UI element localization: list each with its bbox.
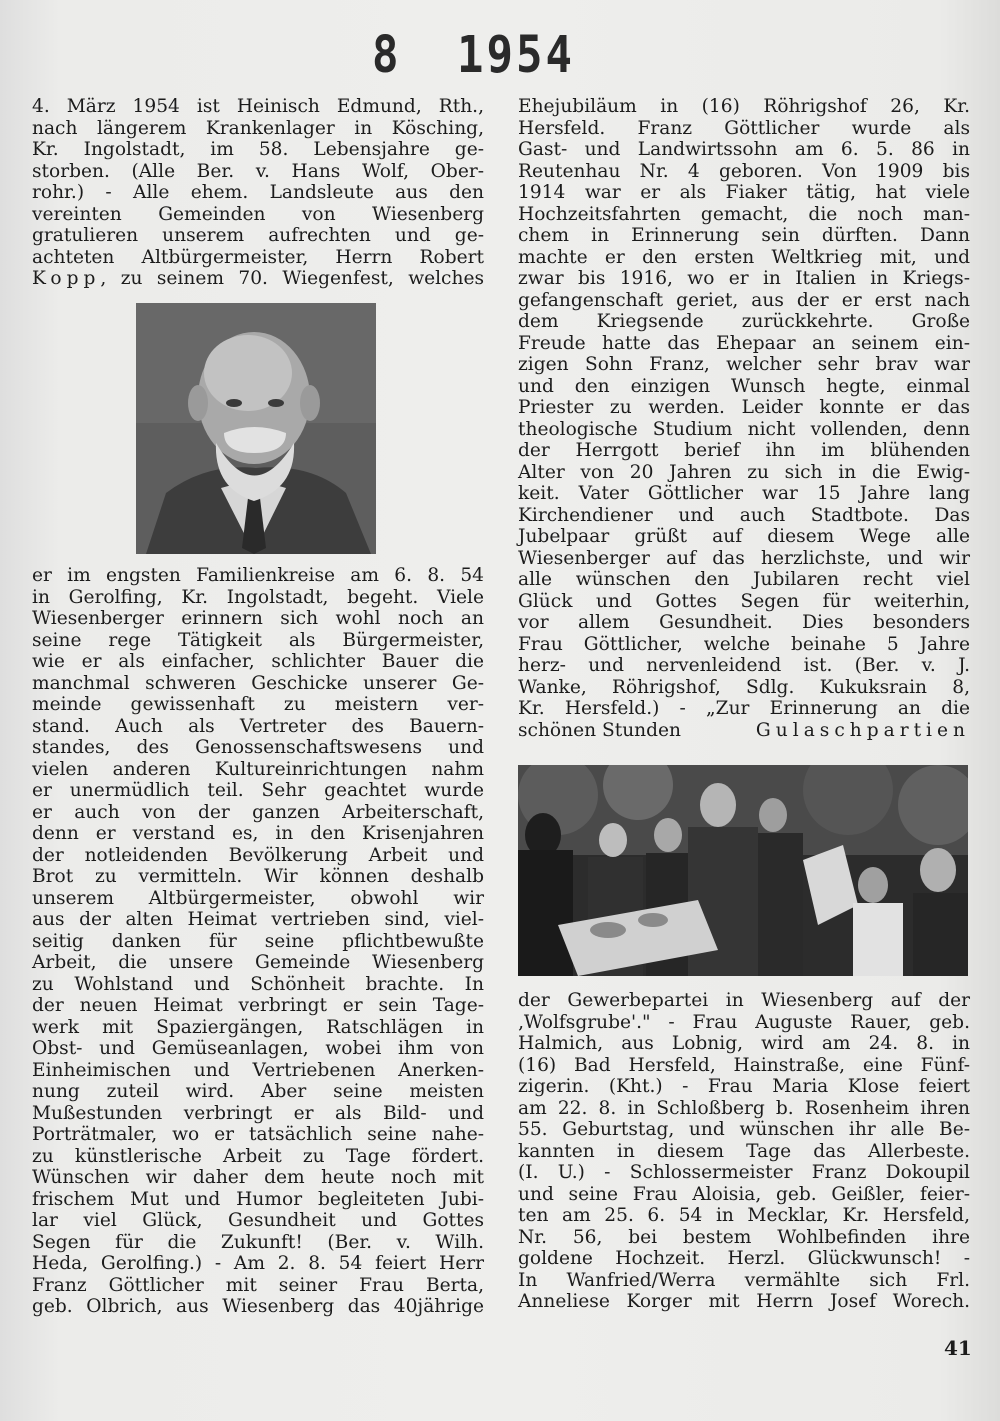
- text-line: nung zuteil wird. Aber seine meisten: [32, 1081, 484, 1102]
- text-line: unserem Altbürgermeister, obwohl wir: [32, 887, 484, 909]
- text-line: frischem Mut und Humor begleiteten Jubi-: [32, 1188, 484, 1210]
- text-line: er auch von der ganzen Arbeiterschaft,: [32, 801, 484, 823]
- text-line: Einheimischen und Vertriebenen Anerken-: [32, 1059, 484, 1081]
- text-line: 55. Geburtstag, und wünschen ihr alle Be-: [518, 1119, 970, 1140]
- text-line: stand. Auch als Vertreter des Bauern-: [32, 715, 484, 737]
- text-line: nach längerem Krankenlager in Kösching,: [32, 117, 484, 139]
- text-line: Arbeit, die unsere Gemeinde Wiesenberg: [32, 952, 484, 973]
- text-line: zigen Sohn Franz, welcher sehr brav war: [518, 354, 970, 375]
- text-line: Alter von 20 Jahren zu sich in die Ewig-: [518, 461, 970, 483]
- text-line: Mußestunden verbringt er als Bild- und: [32, 1102, 484, 1124]
- text-line: alle wünschen den Jubilaren recht viel: [518, 569, 970, 590]
- text-line: dem Kriegsende zurückkehrte. Große: [518, 311, 970, 332]
- text-line: Jubelpaar grüßt auf diesem Wege alle: [518, 526, 970, 547]
- text-line: chem in Erinnerung sein dürften. Dann: [518, 225, 970, 246]
- text-line: zigerin. (Kht.) - Frau Maria Klose feiert: [518, 1076, 970, 1097]
- text-fragment: , zu seinem 70. Wiegenfest, welches: [100, 268, 484, 289]
- text-line: und den einzigen Wunsch hegte, einmal: [518, 375, 970, 397]
- text-line: in Gerolfing, Kr. Ingolstadt, begeht. Viele: [32, 586, 484, 608]
- text-line: geb. Olbrich, aus Wiesenberg das 40jährige: [32, 1296, 484, 1317]
- text-line: seine rege Tätigkeit als Bürgermeister,: [32, 629, 484, 651]
- text-line: Halmich, aus Lobnig, wird am 24. 8. in: [518, 1033, 970, 1054]
- left-column-top-text: [32, 96, 484, 290]
- text-line: Porträtmaler, wo er tatsächlich seine nahe-: [32, 1124, 484, 1145]
- text-line: Heda, Gerolfing.) - Am 2. 8. 54 feiert Herr: [32, 1253, 484, 1274]
- page-number: 41: [944, 1336, 972, 1360]
- text-line: In Wanfried/Werra vermählte sich Frl.: [518, 1269, 970, 1291]
- text-line: Glück und Gottes Segen für weiterhin,: [518, 590, 970, 612]
- text-line: Freude hatte das Ehepaar an seinem ein-: [518, 332, 970, 354]
- portrait-photo: [136, 303, 376, 554]
- text-line: Obst- und Gemüseanlagen, wobei ihm von: [32, 1038, 484, 1059]
- text-line: gefangenschaft geriet, aus der er erst nach: [518, 289, 970, 311]
- text-line: Kr. Hersfeld.) - „Zur Erinnerung an die: [518, 698, 970, 719]
- text-line: Anneliese Korger mit Herrn Josef Worech.: [518, 1291, 970, 1312]
- text-line: er unermüdlich teil. Sehr geachtet wurde: [32, 780, 484, 801]
- name-kopp: Kopp: [32, 268, 101, 289]
- portrait-image: [136, 303, 376, 554]
- text-line: herz- und nervenleidend ist. (Ber. v. J.: [518, 655, 970, 676]
- text-line: manchmal schweren Geschicke unserer Ge-: [32, 672, 484, 694]
- text-line: storben. (Alle Ber. v. Hans Wolf, Ober-: [32, 160, 484, 182]
- text-line: der notleidenden Bevölkerung Arbeit und: [32, 844, 484, 866]
- text-line: kannten in diesem Tage das Allerbeste.: [518, 1140, 970, 1162]
- text-line: [518, 720, 970, 742]
- text-line: machte er den ersten Weltkrieg mit, und: [518, 246, 970, 268]
- text-line: Gast- und Landwirtssohn am 6. 5. 86 in: [518, 139, 970, 160]
- text-line: Frau Göttlicher, welche beinahe 5 Jahre: [518, 633, 970, 655]
- text-line: Wiesenberger erinnern sich wohl noch an: [32, 608, 484, 629]
- text-line: rohr.) - Alle ehem. Landsleute aus den: [32, 182, 484, 203]
- right-column-bottom-text: [518, 990, 970, 1313]
- text-line: meinde gewissenhaft zu meistern ver-: [32, 694, 484, 715]
- text-line: Kirchendiener und auch Stadtbote. Das: [518, 504, 970, 526]
- text-line: standes, des Genossenschaftswesens und: [32, 737, 484, 758]
- text-line: Priester zu werden. Leider konnte er das: [518, 397, 970, 418]
- text-line: ten am 25. 6. 54 in Mecklar, Kr. Hersfeld,: [518, 1205, 970, 1226]
- text-line: Kr. Ingolstadt, im 58. Lebensjahre ge-: [32, 139, 484, 160]
- text-line: vor allem Gesundheit. Dies besonders: [518, 612, 970, 633]
- text-line: Brot zu vermitteln. Wir können deshalb: [32, 866, 484, 887]
- text-line: Reutenhau Nr. 4 geboren. Von 1909 bis: [518, 160, 970, 182]
- text-line: theologische Studium nicht vollenden, denn: [518, 418, 970, 440]
- right-column-top-text: [518, 96, 970, 741]
- text-line: werk mit Spaziergängen, Ratschlägen in: [32, 1016, 484, 1038]
- text-line: Hochzeitsfahrten gemacht, die noch man-: [518, 203, 970, 225]
- text-line: der Herrgott berief ihn im blühenden: [518, 440, 970, 461]
- text-line: er im engsten Familienkreise am 6. 8. 54: [32, 565, 484, 586]
- spaced-word-gulaschpartien: Gulaschpartien: [755, 719, 970, 741]
- text-line: lar viel Glück, Gesundheit und Gottes: [32, 1210, 484, 1231]
- text-line: vereinten Gemeinden von Wiesenberg: [32, 203, 484, 225]
- text-line: vielen anderen Kultureinrichtungen nahm: [32, 758, 484, 780]
- text-line: und seine Frau Aloisia, geb. Geißler, feier-: [518, 1183, 970, 1205]
- text-line: denn er verstand es, in den Krisenjahren: [32, 823, 484, 844]
- text-line: (I. U.) - Schlossermeister Franz Dokoupil: [518, 1162, 970, 1183]
- text-line: Wünschen wir daher dem heute noch mit: [32, 1167, 484, 1188]
- text-line: Wiesenberger auf das herzlichste, und wir: [518, 547, 970, 569]
- text-line: goldene Hochzeit. Herzl. Glückwunsch! -: [518, 1248, 970, 1269]
- text-line: (16) Bad Hersfeld, Hainstraße, eine Fünf-: [518, 1054, 970, 1076]
- text-line: gratulieren unserem aufrechten und ge-: [32, 225, 484, 246]
- text-line: 4. März 1954 ist Heinisch Edmund, Rth.,: [32, 96, 484, 117]
- text-line: aus der alten Heimat vertrieben sind, viel-: [32, 909, 484, 930]
- text-line: zwar bis 1916, wo er in Italien in Kriegs-: [518, 268, 970, 289]
- text-line: wie er als einfacher, schlichter Bauer die: [32, 651, 484, 672]
- text-line: keit. Vater Göttlicher war 15 Jahre lang: [518, 483, 970, 504]
- text-line: seitig danken für seine pflichtbewußte: [32, 930, 484, 952]
- text-line: Nr. 56, bei bestem Wohlbefinden ihre: [518, 1226, 970, 1248]
- text-line: der Gewerbepartei in Wiesenberg auf der: [518, 990, 970, 1011]
- text-line: ‚Wolfsgrube'." - Frau Auguste Rauer, geb.: [518, 1011, 970, 1033]
- text-line: zu künstlerische Arbeit zu Tage fördert.: [32, 1145, 484, 1167]
- text-line: am 22. 8. in Schloßberg b. Rosenheim ihren: [518, 1097, 970, 1119]
- text-line: Ehejubiläum in (16) Röhrigshof 26, Kr.: [518, 96, 970, 117]
- text-line: Franz Göttlicher mit seiner Frau Berta,: [32, 1274, 484, 1296]
- group-photo: [518, 765, 968, 976]
- text-line: Segen für die Zukunft! (Ber. v. Wilh.: [32, 1231, 484, 1253]
- text-line: Wanke, Röhrigshof, Sdlg. Kukuksrain 8,: [518, 676, 970, 698]
- text-line: der neuen Heimat verbringt er sein Tage-: [32, 995, 484, 1016]
- handwritten-note: 8 1954: [372, 26, 575, 85]
- text-line: achteten Altbürgermeister, Herrn Robert: [32, 246, 484, 268]
- text-line: 1914 war er als Fiaker tätig, hat viele: [518, 182, 970, 203]
- text-line: [32, 268, 484, 290]
- text-fragment: schönen Stunden: [518, 719, 682, 741]
- group-image: [518, 765, 968, 976]
- text-line: Hersfeld. Franz Göttlicher wurde als: [518, 117, 970, 139]
- text-line: zu Wohlstand und Schönheit brachte. In: [32, 973, 484, 995]
- left-column-bottom-text: [32, 565, 484, 1318]
